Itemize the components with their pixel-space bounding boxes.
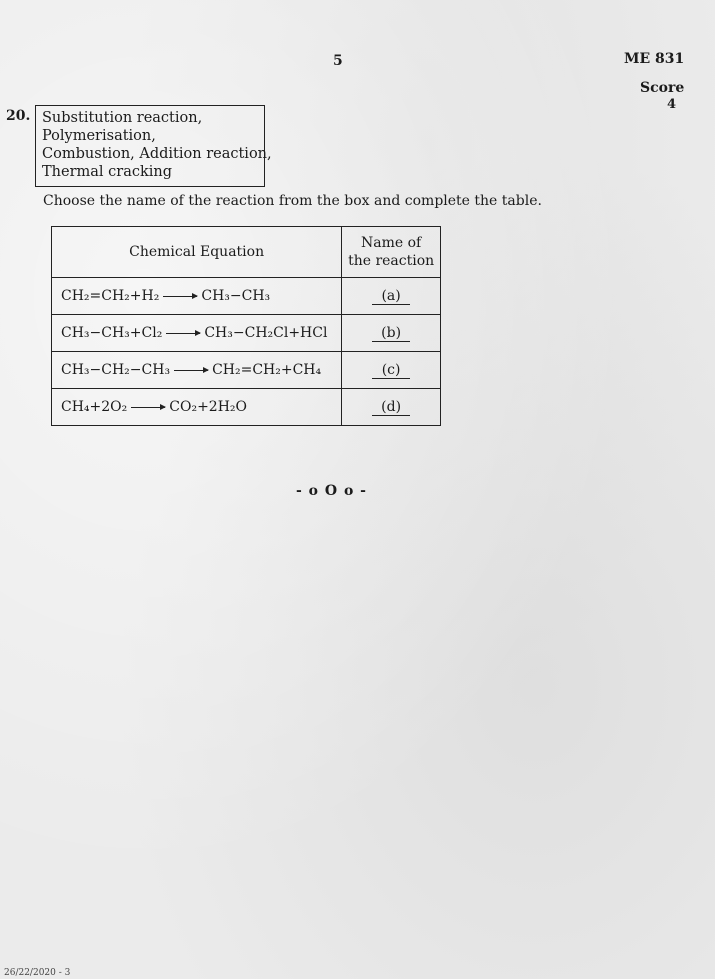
answer-cell	[342, 352, 441, 389]
table-row	[52, 352, 441, 389]
answer-blank[interactable]: (a)	[372, 288, 410, 305]
products: CH₃−CH₃	[201, 288, 271, 304]
word-box-item: Thermal cracking	[42, 164, 173, 180]
score-value: 4	[667, 97, 677, 112]
score-label: Score	[640, 80, 685, 96]
page-number: 5	[333, 53, 343, 69]
header-chemical-equation: Chemical Equation	[52, 227, 342, 278]
equation-cell	[52, 352, 342, 389]
equation-cell	[52, 389, 342, 426]
reaction-table	[51, 226, 441, 426]
table-row	[52, 315, 441, 352]
question-instruction: Choose the name of the reaction from the box and complete the table.	[43, 193, 542, 209]
reactants: CH₃−CH₂−CH₃	[61, 362, 171, 378]
word-box-item: Combustion, Addition reaction,	[42, 146, 272, 162]
arrow-icon	[131, 407, 165, 408]
products: CH₃−CH₂Cl+HCl	[204, 325, 328, 341]
reaction-word-box	[35, 105, 272, 187]
products: CO₂+2H₂O	[169, 399, 248, 415]
reactants: CH₂=CH₂+H₂	[61, 288, 160, 304]
arrow-icon	[174, 370, 208, 371]
products: CH₂=CH₂+CH₄	[212, 362, 322, 378]
table-header-row	[52, 227, 441, 278]
answer-cell	[342, 315, 441, 352]
header-reaction-name-line1: Name of	[361, 235, 422, 251]
answer-cell	[342, 278, 441, 315]
word-box-item: Substitution reaction,	[42, 110, 203, 126]
footer-code: 26/22/2020 - 3	[4, 968, 71, 978]
equation-cell	[52, 315, 342, 352]
header-reaction-name	[342, 227, 441, 278]
end-of-paper-mark: - o O o -	[296, 483, 367, 499]
equation-cell	[52, 278, 342, 315]
answer-blank[interactable]: (d)	[372, 399, 410, 416]
word-box-item: Polymerisation,	[42, 128, 156, 144]
arrow-icon	[166, 333, 200, 334]
paper-code: ME 831	[624, 51, 685, 67]
answer-blank[interactable]: (c)	[372, 362, 410, 379]
reactants: CH₄+2O₂	[61, 399, 128, 415]
table-row	[52, 389, 441, 426]
answer-blank[interactable]: (b)	[372, 325, 410, 342]
reactants: CH₃−CH₃+Cl₂	[61, 325, 163, 341]
table-row	[52, 278, 441, 315]
arrow-icon	[163, 296, 197, 297]
answer-cell	[342, 389, 441, 426]
header-reaction-name-line2: the reaction	[348, 253, 435, 269]
question-number: 20.	[6, 108, 31, 124]
